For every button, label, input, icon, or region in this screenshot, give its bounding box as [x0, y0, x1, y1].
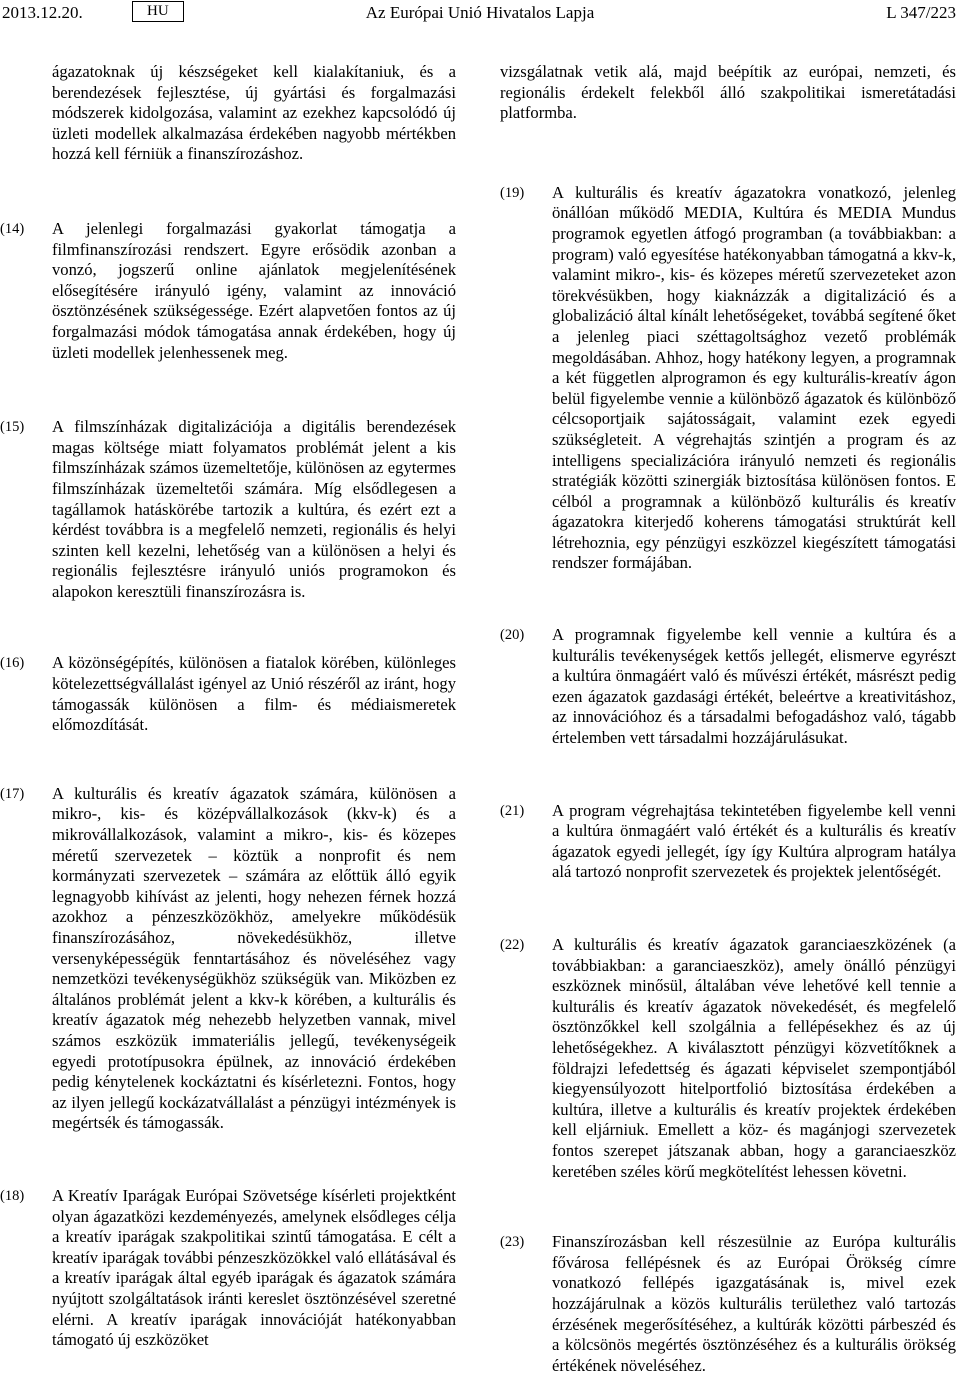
recital-17	[0, 784, 456, 1134]
recital-16	[0, 653, 456, 735]
recital-22	[500, 935, 956, 1182]
recital-23	[500, 1232, 956, 1376]
language-badge: HU	[132, 1, 184, 22]
continuation-body: vizsgálatnak vetik alá, majd beépítik az európai, nemzeti, és regionális érdekelt felekből álló szakpolitikai ismeretátadási platformba.	[500, 62, 956, 123]
page-header	[0, 0, 960, 28]
recital-text: A Kreatív Iparágak Európai Szövetsége kísérleti projektként olyan ágazatközi kezdeményezés, amelynek elsődleges célja a kreatív iparágak szakpolitikai szintű támogatása. E célt a kreatív iparágak további pénzeszközökkel való ellátásával és a kreatív iparágak által egyéb iparágak és ágazatok számára nyújtott szolgáltatások iránti kereslet ösztönzésével szeretné elérni. A kreatív iparágak innovációját hatékonyabban támogató új eszközöket	[52, 1185, 456, 1350]
recital-15	[0, 417, 456, 602]
recital-number: (23)	[500, 1234, 525, 1251]
recital-number: (14)	[0, 220, 25, 237]
recital-number: (19)	[500, 184, 525, 201]
recital-number: (17)	[0, 785, 25, 802]
recital-number: (16)	[0, 655, 25, 672]
recital-text: A közönségépítés, különösen a fiatalok körében, különleges kötelezettségvállalást igényel az Unió részéről az iránt, hogy támogassák különösen a film- és médiaismeretek előmozdítását.	[52, 653, 456, 735]
recital-number: (22)	[500, 937, 525, 953]
recital-text: A filmszínházak digitalizációja a digitális berendezések magas költsége miatt folyamatos problémát jelent a kis filmszínházak számos üzemeltetője, különösen az egytermes filmszínházak üzemeltetői számára. Míg elsődlegesen a tagállamok hatáskörébe tartozik a kultúra, és ezért ezt a kérdést továbbra is a megfelelő nemzeti, regionális és helyi szinten kell kezelni, lehetőség van a különösen a helyi és regionális fejlesztésre irányuló uniós programokon és alapokon keresztüli finanszírozásra is.	[52, 417, 456, 601]
recital-text: A program végrehajtása tekintetében figyelembe kell venni a kultúra önmagáért való értékét és a kulturális és kreatív ágazatok egyedi jellegét, így így Kultúra alprogram hatálya alá tartozó nonprofit szervezetek és projektek jelentőségét.	[552, 800, 956, 882]
publication-date: 2013.12.20.	[2, 3, 83, 22]
recital-number: (18)	[0, 1187, 25, 1204]
left-column	[0, 62, 456, 1351]
recital-text: Finanszírozásban kell részesülnie az Európa kulturális fővárosa fellépésnek és az Európai Örökség címre vonatkozó fellépés igazgatásának is, mivel ezek hozzájárulnak a közös kulturális területhez való tartozás érzésének megerősítéséhez, a kultúrák közötti párbeszéd és a kölcsönös megértés ösztönzéséhez és a kulturális örökség értékének növeléséhez.	[552, 1232, 956, 1375]
recital-20	[500, 625, 956, 749]
recital-text: A kulturális és kreatív ágazatokra vonatkozó, jelenleg önállóan működő MEDIA, Kultúra és MEDIA Mundus programok egyetlen átfogó programban (a továbbiakban: a program) való egyesítése hatékonyabban támogatná a kkv-k, valamint mikro-, kis- és közepes méretű szervezeteket azon törekvésükben, hogy kiaknázzák a digitalizáció és a globalizáció által kínált lehetőségeket, továbbá segítené őket a jelenleg piaci széttagoltsághoz vezető problémák megoldásában. Ahhoz, hogy hatékony legyen, a programnak a két független alprogramon és egy kulturális-kreatív ágon belül figyelembe vennie a különböző ágazatok és különböző célcsoportjaik sajátosságait, valamint ezek egyedi szükségleteit. A végrehajtás szintjén a program és az intelligens specializációra irányuló nemzeti és regionális stratégiák közötti szinergiák biztosítása különösen fontos. E célból a programnak a különböző kulturális és kreatív ágazatokra kiterjedő koherens támogatási struktúrát kell létrehoznia, egy pénzügyi eszközzel kiegészített támogatási rendszer formájában.	[552, 182, 956, 573]
page-reference: L 347/223	[886, 3, 956, 22]
recital-text: A kulturális és kreatív ágazatok számára, különösen a mikro-, kis- és középvállalkozások (kkv-k) és a mikrovállalkozások, valamint a mikro-, kis- és közepes méretű szervezetek – köztük a nonprofit és nem kormányzati szervezetek – számára az előttük álló egyik legnagyobb kihívást az jelenti, hogy nehezen férnek hozzá azokhoz a pénzeszközökhöz, amelyekre működésük finanszírozásához, növekedésükhöz, illetve versenyképességük fenntartásához és növeléséhez vagy nemzetközi tevékenységükhöz szükségük van. Miközben ez általános problémát jelent a kkv-k körében, a kulturális és kreatív ágazatok még nehezebb helyzetben vannak, mivel számos eszközük immateriális jellegű, tevékenységeik egyedi prototípusokra épülnek, az innováció érdekében pedig kénytelenek kockáztatni és kísérletezni. Fontos, hogy az ilyen jellegű kockázatvállalást a pénzügyi intézmények is megértsék és támogassák.	[52, 783, 456, 1133]
recital-text: A kulturális és kreatív ágazatok garanciaeszközének (a továbbiakban: a garanciaeszköz), amely önálló pénzügyi eszköznek minősül, általában véve lehetővé kell tennie a kulturális és kreatív ágazatok növekedését, és megfelelő ösztönzőkkel kell szolgálnia a fellépésekhez és az új lehetőségekhez. A kiválasztott pénzügyi közvetítőknek a földrajzi lefedettség és ágazati képviselet szempontjából kiegyensúlyozott hitelportfolió biztosítása érdekében a kultúra, illetve a kulturális és kreatív projektek érdekében kell eljárniuk. Emellett a köz- és magánjogi szervezetek fontos szerepet játszanak abban, hogy a garanciaeszköz keretében széles körű megkötelítést lehessen követni.	[552, 935, 956, 1181]
recital-number: (21)	[500, 802, 525, 819]
recital-text: A programnak figyelembe kell vennie a kultúra és a kulturális tevékenységek kettős jellegét, elismerve egyrészt a kultúra önmagáért való és művészi értékét, másrészt pedig ezen ágazatok gazdasági értékét, beleértve a kreativitáshoz, az innovációhoz és a társadalmi befogadáshoz való, tágabb értelemben vett társadalmi hozzájárulásukat.	[552, 625, 956, 748]
recital-number: (20)	[500, 627, 525, 644]
recital-text: A jelenlegi forgalmazási gyakorlat támogatja a filmfinanszírozási rendszert. Egyre erősödik azonban a vonzó, jogszerű online ajánlatok megjelenítésének elősegítésére irányuló igény, valamint az innováció ösztönzésének szükségessége. Ezért alapvetően fontos az új forgalmazási módok támogatása annak érdekében, hogy új üzleti modellek jelenhessenek meg.	[52, 218, 456, 362]
journal-title: Az Európai Unió Hivatalos Lapja	[365, 3, 595, 22]
continuation-body: ágazatoknak új készségeket kell kialakítaniuk, és a berendezések fejlesztése, új gyártási és forgalmazási módszerek kidolgozása, valamint az ezekhez kapcsolódó új üzleti modellek alkalmazása érdekében nagyobb mértékben hozzá kell férniük a finanszírozáshoz.	[52, 62, 456, 164]
recital-21	[500, 801, 956, 883]
recital-18	[0, 1186, 456, 1351]
recital-14	[0, 219, 456, 363]
recital-19	[500, 183, 956, 574]
right-column	[500, 62, 956, 1376]
recital-number: (15)	[0, 419, 25, 436]
continuation-text	[500, 62, 956, 124]
continuation-text	[0, 62, 456, 165]
